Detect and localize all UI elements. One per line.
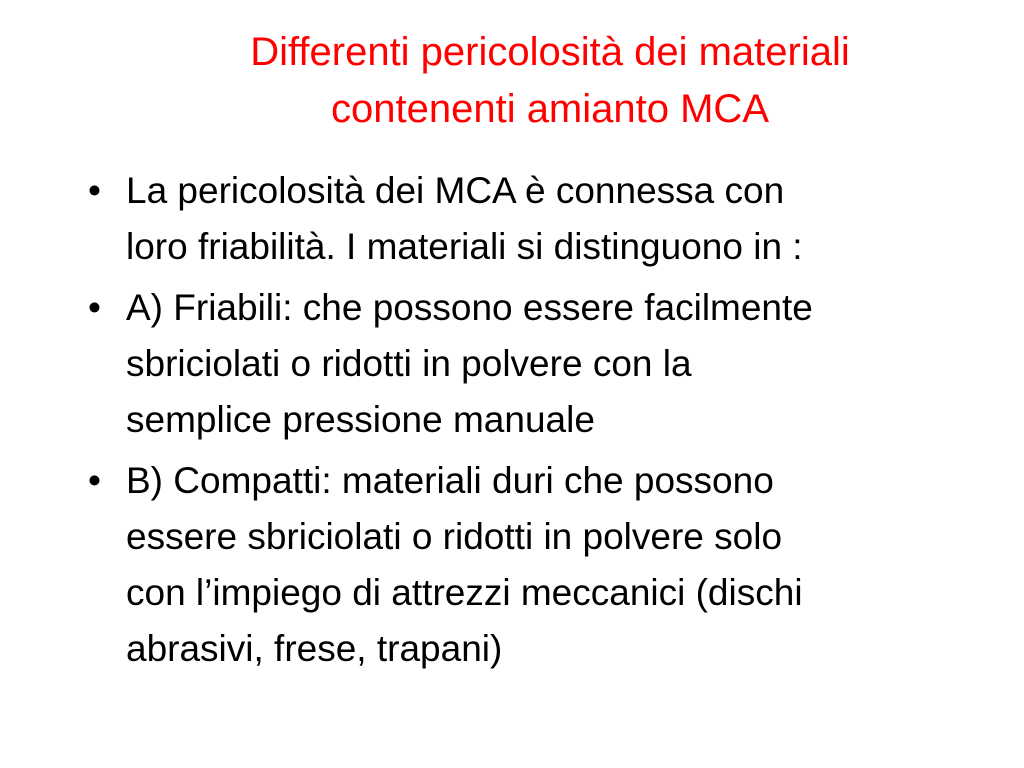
bullet-marker: • xyxy=(88,460,101,501)
bullet-item-friable xyxy=(88,280,988,448)
bullet-text: La pericolosità dei MCA è connessa con loro friabilità. I materiali si distinguono in : xyxy=(126,170,803,267)
bullet-text: A) Friabili: che possono essere facilmente sbriciolati o ridotti in polvere con la semplice pressione manuale xyxy=(126,287,813,440)
bullet-marker: • xyxy=(88,287,101,328)
bullet-item-compact xyxy=(88,453,988,677)
bullet-item-friability xyxy=(88,163,988,275)
bullet-marker: • xyxy=(88,170,101,211)
bullet-list xyxy=(88,163,988,682)
bullet-text: B) Compatti: materiali duri che possono essere sbriciolati o ridotti in polvere solo con l’impiego di attrezzi meccanici (dischi abrasivi, frese, trapani) xyxy=(126,460,803,669)
slide-title: Differenti pericolosità dei materiali contenenti amianto MCA xyxy=(250,30,850,131)
